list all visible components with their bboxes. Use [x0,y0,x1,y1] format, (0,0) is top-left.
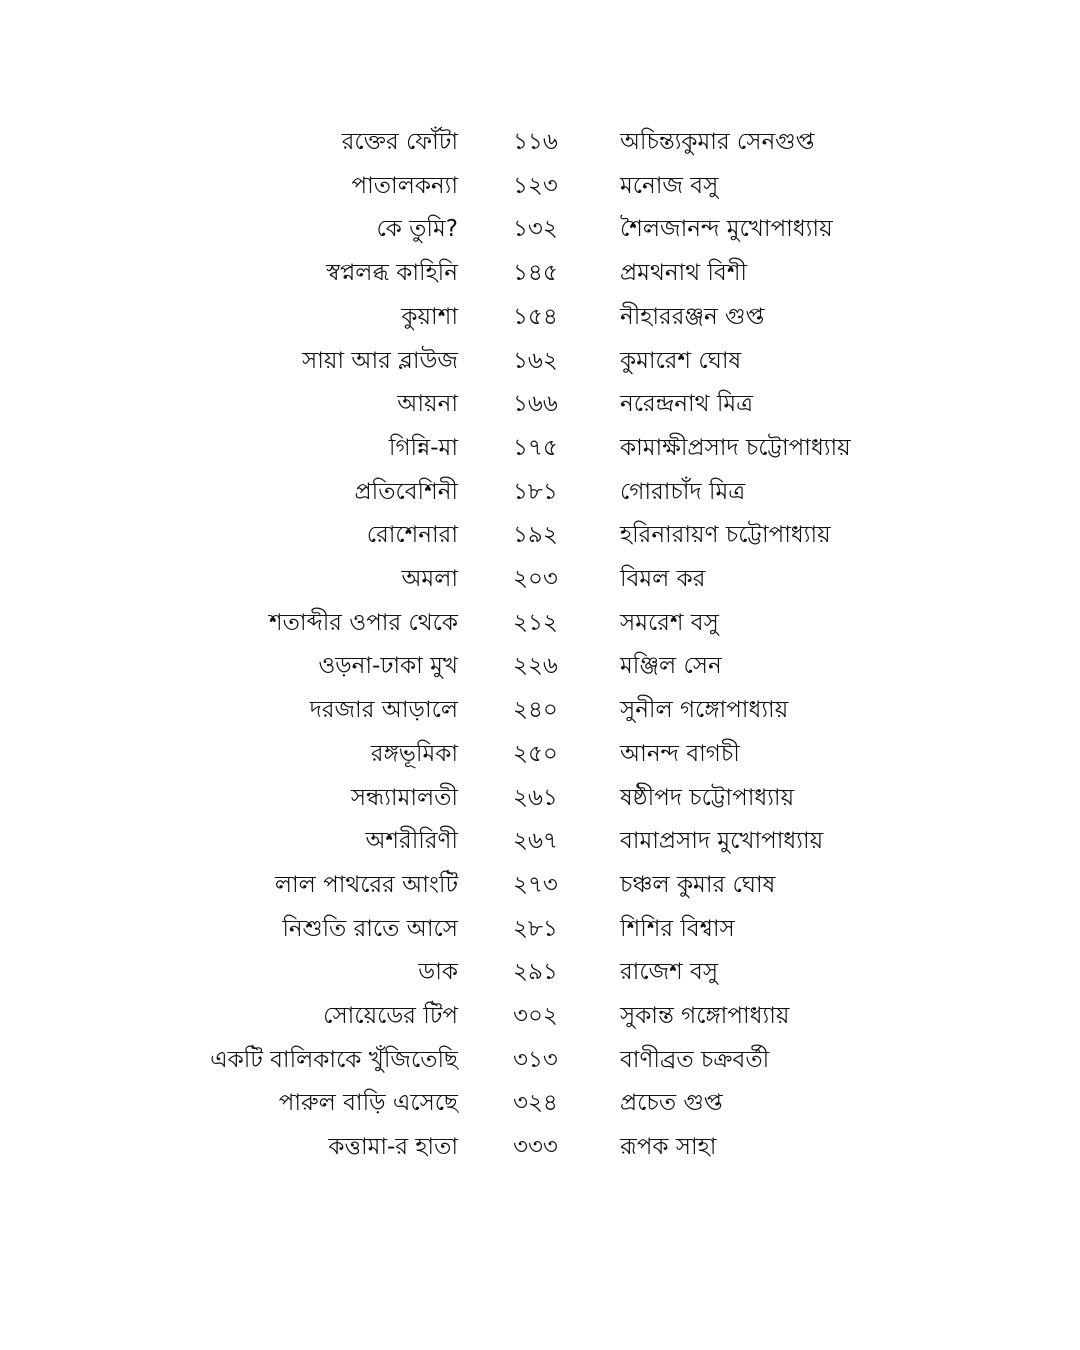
story-title: সোয়েডের টিপ [323,1003,458,1029]
story-title: কত্তামা-র হাতা [328,1134,458,1161]
toc-entry [0,295,1080,339]
story-title: ডাক [418,959,458,986]
story-title: নিশুতি রাতে আসে [282,915,458,942]
toc-entry [0,251,1080,295]
page-number: ৩২৪ [513,1090,558,1117]
page-number: ১৩২ [513,216,558,243]
author-name: আনন্দ বাগচী [620,740,740,767]
page-number: ১৬৬ [513,391,558,418]
toc-entry [0,164,1080,208]
story-title: লাল পাথরের আংটি [274,871,458,898]
author-name: প্রমথনাথ বিশী [620,260,748,287]
toc-entry [0,1081,1080,1125]
page-number: ২৬৭ [513,828,558,855]
author-name: অচিন্ত্যকুমার সেনগুপ্ত [620,129,815,155]
toc-entry [0,470,1080,514]
page-number: ১২৩ [513,172,558,199]
author-name: সুনীল গঙ্গোপাধ্যায় [620,697,789,724]
toc-entry [0,688,1080,732]
page-number: ২১২ [513,609,558,636]
story-title: শতাব্দীর ওপার থেকে [269,609,458,636]
story-title: দরজার আড়ালে [309,697,458,724]
toc-entry [0,601,1080,645]
story-title: ওড়না-ঢাকা মুখ [318,653,458,680]
toc-entry [0,994,1080,1038]
page-number: ২৫০ [513,740,558,767]
page-number: ১৯২ [513,522,558,549]
story-title: পাতালকন্যা [351,172,458,199]
author-name: ষষ্ঠীপদ চট্টোপাধ্যায় [620,784,795,811]
page-number: ১৫৪ [513,303,558,330]
author-name: সমরেশ বসু [620,609,719,636]
author-name: কামাক্ষীপ্রসাদ চট্টোপাধ্যায় [620,434,851,461]
page-number: ৩১৩ [513,1046,558,1073]
page-number: ১৮১ [513,478,558,505]
author-name: বিমল কর [620,566,706,592]
story-title: প্রতিবেশিনী [354,478,458,505]
toc-entry [0,426,1080,470]
toc-entry [0,776,1080,820]
author-name: সুকান্ত গঙ্গোপাধ্যায় [620,1003,790,1029]
page-number: ২৮১ [513,915,558,942]
story-title: সন্ধ্যামালতী [350,784,458,811]
author-name: মনোজ বসু [620,172,719,199]
author-name: শিশির বিশ্বাস [620,915,735,942]
toc-entry [0,557,1080,601]
toc-entry [0,120,1080,164]
toc-entry [0,950,1080,994]
toc-entry [0,382,1080,426]
toc-entry [0,207,1080,251]
story-title: সায়া আর ব্লাউজ [302,347,458,374]
story-title: গিন্নি-মা [388,434,458,461]
author-name: রূপক সাহা [620,1134,717,1161]
toc-entry [0,513,1080,557]
toc-entry [0,339,1080,383]
story-title: কুয়াশা [401,303,458,330]
page-number: ৩৩৩ [513,1134,558,1161]
story-title: অমলা [401,566,458,592]
author-name: রাজেশ বসু [620,959,719,986]
author-name: বাণীব্রত চক্রবর্তী [620,1046,770,1073]
toc-entry [0,907,1080,951]
toc-entry [0,863,1080,907]
author-name: নীহাররঞ্জন গুপ্ত [620,303,765,330]
story-title: রঙ্গভূমিকা [370,740,458,767]
author-name: নরেন্দ্রনাথ মিত্র [620,391,754,418]
page-number: ১৭৫ [513,434,558,461]
page-number: ১৪৫ [513,260,558,287]
page-number: ৩০২ [513,1003,558,1029]
page-number: ২৯১ [513,959,558,986]
story-title: স্বপ্নলব্ধ কাহিনি [326,260,458,287]
author-name: হরিনারায়ণ চট্টোপাধ্যায় [620,522,831,549]
story-title: রোশেনারা [366,522,458,549]
toc-entry [0,819,1080,863]
page-number: ২২৬ [513,653,558,680]
story-title: পারুল বাড়ি এসেছে [278,1090,458,1117]
page-number: ২৪০ [513,697,558,724]
page-number: ২০৩ [513,566,558,592]
toc-entry [0,644,1080,688]
story-title: রক্তের ফোঁটা [341,129,458,155]
story-title: আয়না [397,391,458,418]
page-number: ১১৬ [513,129,558,155]
story-title: কে তুমি? [376,216,458,243]
story-title: অশরীরিণী [365,828,458,855]
author-name: মঞ্জিল সেন [620,653,722,680]
toc-entry [0,732,1080,776]
page-number: ১৬২ [513,347,558,374]
page-number: ২৭৩ [513,871,558,898]
story-title: একটি বালিকাকে খুঁজিতেছি [210,1046,458,1073]
toc-entry [0,1125,1080,1169]
author-name: চঞ্চল কুমার ঘোষ [620,871,776,898]
author-name: কুমারেশ ঘোষ [620,347,742,374]
author-name: গোরাচাঁদ মিত্র [620,478,746,505]
page-number: ২৬১ [513,784,558,811]
toc-entry [0,1038,1080,1082]
author-name: শৈলজানন্দ মুখোপাধ্যায় [620,216,833,243]
author-name: প্রচেত গুপ্ত [620,1090,723,1117]
author-name: বামাপ্রসাদ মুখোপাধ্যায় [620,828,824,855]
